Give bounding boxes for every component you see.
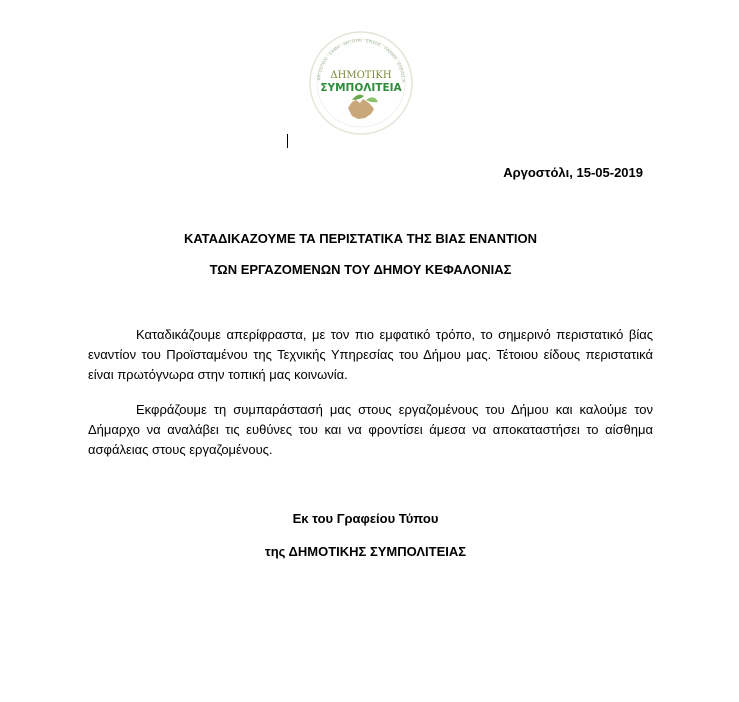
document-date: Αργοστόλι, 15-05-2019: [503, 165, 643, 180]
text-cursor: [287, 134, 288, 148]
document-title-line1: ΚΑΤΑΔΙΚΑΖΟΥΜΕ ΤΑ ΠΕΡΙΣΤΑΤΙΚΑ ΤΗΣ ΒΙΑΣ ΕΝΑΝΤΙΟΝ: [183, 231, 538, 246]
logo-ring-text: ΑΡΓΟΣΤΟΛΙ · ΣΑΜΗ · ΛΗΞΟΥΡΙ · ΕΡΙΣΟΣ · ΠΑΛΙΚΗ · ΕΛΕΙΟΣ-Π: [316, 37, 407, 83]
signature-line1: Εκ του Γραφείου Τύπου: [292, 511, 439, 526]
logo-emblem: [308, 30, 414, 136]
party-logo: [308, 30, 414, 136]
signature-line2: της ΔΗΜΟΤΙΚΗΣ ΣΥΜΠΟΛΙΤΕΙΑΣ: [264, 544, 467, 559]
body-paragraph-2: Εκφράζουμε τη συμπαράστασή μας στους εργαζομένους του Δήμου και καλούμε τον Δήμαρχο να αναλάβει τις ευθύνες του και να φροντίσει άμεσα να αποκαταστήσει το αίσθημα ασφάλειας στους εργαζομένους.: [88, 402, 653, 457]
document-title-line2: ΤΩΝ ΕΡΓΑΖΟΜΕΝΩΝ ΤΟΥ ΔΗΜΟΥ ΚΕΦΑΛΟΝΙΑΣ: [209, 262, 512, 277]
logo-line1: ΔΗΜΟΤΙΚΗ: [330, 70, 392, 81]
logo-line2: ΣΥΜΠΟΛΙΤΕΙΑ: [320, 82, 402, 94]
body-paragraph-1: Καταδικάζουμε απερίφραστα, με τον πιο εμφατικό τρόπο, το σημερινό περιστατικό βίας εναντίον του Προϊσταμένου της Τεχνικής Υπηρεσίας του Δήμου μας. Τέτοιου είδους περιστατικά είναι πρωτόγνωρα στην τοπική μας κοινωνία.: [88, 327, 653, 382]
